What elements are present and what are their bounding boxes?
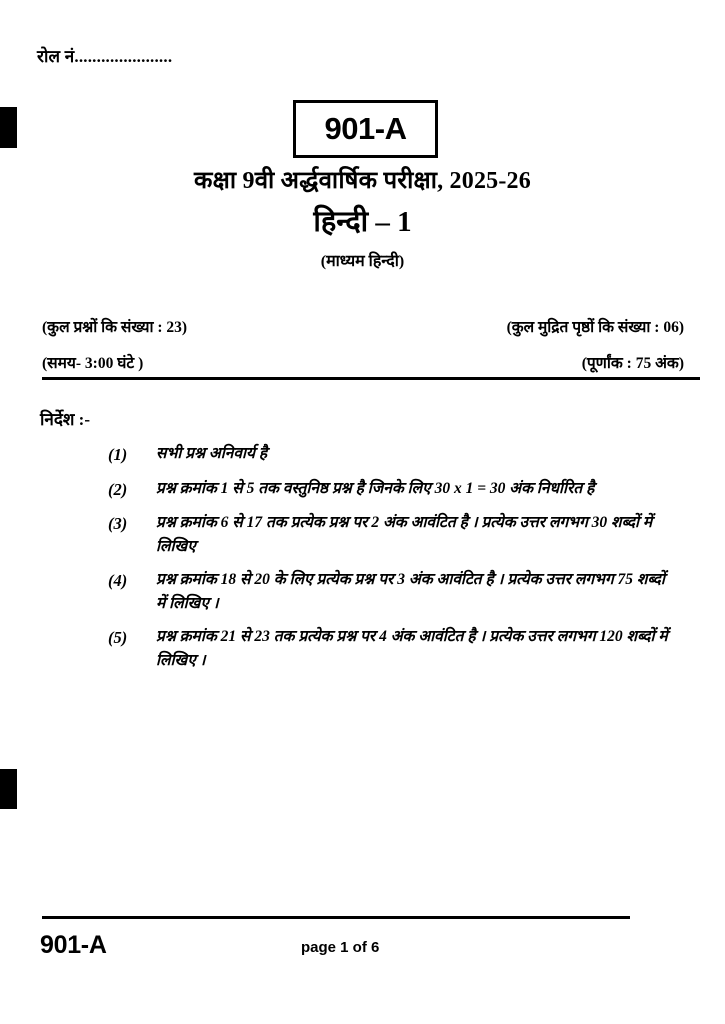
meta-row-time-marks	[42, 356, 684, 372]
header-divider	[42, 377, 700, 380]
instruction-item	[108, 442, 668, 468]
title-block	[0, 166, 725, 271]
paper-code-text: 901-A	[324, 111, 407, 146]
instruction-text: प्रश्न क्रमांक 21 से 23 तक प्रत्येक प्रश्न पर 4 अंक आवंटित है । प्रत्येक उत्तर लगभग 120 शब्दों में लिखिए ।	[156, 628, 668, 670]
instruction-number: (4)	[108, 571, 128, 591]
registration-mark-bottom	[0, 769, 17, 809]
full-marks-label: (पूर्णांक : 75 अंक)	[581, 354, 684, 372]
instruction-number: (5)	[108, 628, 128, 648]
instruction-text: प्रश्न क्रमांक 6 से 17 तक प्रत्येक प्रश्न पर 2 अंक आवंटित है । प्रत्येक उत्तर लगभग 30 शब्दों में लिखिए	[156, 514, 653, 556]
footer-paper-code: 901-A	[40, 931, 107, 959]
total-questions-label: (कुल प्रश्नों कि संख्या : 23)	[42, 319, 188, 336]
total-printed-pages-label: (कुल मुद्रित पृष्ठों कि संख्या : 06)	[506, 319, 684, 336]
instruction-item	[108, 625, 668, 673]
meta-row-counts	[42, 320, 684, 336]
exam-title: कक्षा 9वी अर्द्धवार्षिक परीक्षा, 2025-26	[194, 168, 531, 194]
instruction-number: (3)	[108, 514, 128, 534]
roll-number-label: रोल नं......................	[37, 47, 173, 66]
exam-time-label: (समय- 3:00 घंटे )	[42, 354, 144, 372]
instructions-heading: निर्देश :-	[40, 410, 90, 429]
instructions-list	[108, 442, 668, 682]
exam-meta-block	[42, 320, 684, 391]
paper-code-box	[293, 100, 438, 158]
instruction-number: (1)	[108, 445, 128, 464]
instruction-number: (2)	[108, 479, 128, 499]
registration-mark-top	[0, 107, 17, 148]
instruction-item	[108, 511, 668, 559]
instruction-text: सभी प्रश्न अनिवार्य है	[156, 445, 268, 462]
medium-label: (माध्यम हिन्दी)	[320, 252, 405, 270]
instruction-item	[108, 568, 668, 616]
footer-page-number: page 1 of 6	[301, 939, 380, 956]
subject-title: हिन्दी – 1	[313, 206, 412, 238]
instruction-text: प्रश्न क्रमांक 18 से 20 के लिए प्रत्येक प्रश्न पर 3 अंक आवंटित है । प्रत्येक उत्तर लगभग 75 शब्दों में लिखिए ।	[156, 571, 665, 613]
footer-divider	[42, 916, 630, 919]
instruction-item	[108, 477, 668, 503]
instruction-text: प्रश्न क्रमांक 1 से 5 तक वस्तुनिष्ठ प्रश्न है जिनके लिए 30 x 1 = 30 अंक निर्धारित है	[156, 479, 595, 497]
